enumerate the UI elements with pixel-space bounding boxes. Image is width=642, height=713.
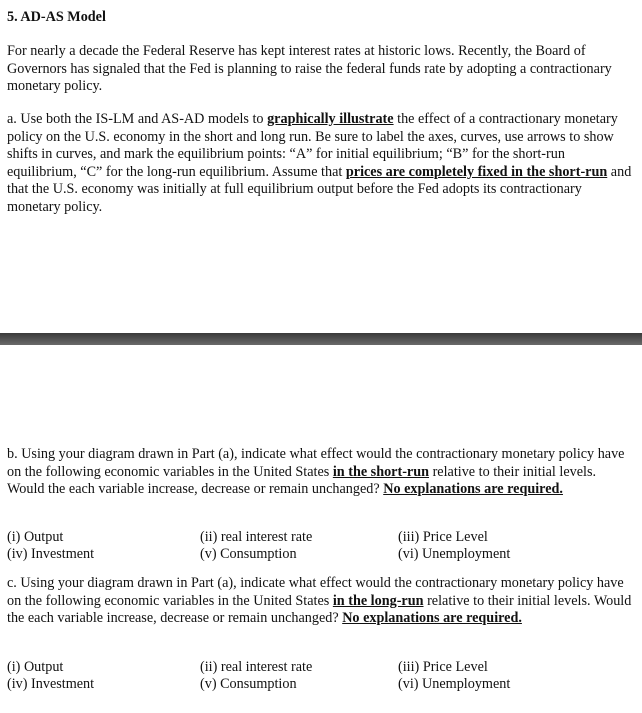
option-output: (i) Output — [7, 529, 64, 545]
options-row — [7, 659, 635, 676]
part-b-text-2: relative to their initial levels. Would the each variable increase, decrease or remain unchanged? — [7, 463, 597, 498]
part-a-emphasis-2: prices are completely fixed in the short-run — [345, 163, 608, 180]
intro-paragraph: For nearly a decade the Federal Reserve has kept interest rates at historic lows. Recently, the Board of Governors has signaled that the Fed is planning to raise the federal funds rate by adopting a contractionary monetary policy. — [7, 43, 612, 95]
question-title: 5. AD-AS Model — [7, 9, 106, 25]
part-c-text-2: relative to their initial levels. Would the each variable increase, decrease or remain unchanged? — [7, 592, 632, 627]
part-b-options — [7, 529, 635, 563]
part-c-options — [7, 659, 635, 693]
option-investment: (iv) Investment — [7, 546, 95, 562]
options-row — [7, 676, 635, 693]
option-unemployment: (vi) Unemployment — [398, 676, 511, 692]
part-b-text-1: b. Using your diagram drawn in Part (a), indicate what effect would the contractionary monetary policy have on the following economic variables in the United States — [7, 446, 625, 480]
part-a-paragraph — [7, 111, 635, 217]
part-b-emphasis-1: in the short-run — [332, 463, 430, 480]
part-a-text-2: the effect of a contractionary monetary policy on the U.S. economy in the short and long run. Be sure to label the axes, curves, use arrows to show shifts in curves, and mark the equilibrium points: “A” for initial equilibrium; “B” for the short-run equilibrium, “C” for the long-run equilibrium. Assume that — [7, 111, 618, 180]
part-a-emphasis-1: graphically illustrate — [267, 111, 394, 127]
page-separator — [0, 333, 642, 345]
options-row — [7, 546, 635, 563]
part-c-text-1: c. Using your diagram drawn in Part (a), indicate what effect would the contractionary monetary policy have on the following economic variables in the United States — [7, 575, 624, 609]
part-a-text-1: a. Use both the IS-LM and AS-AD models to — [7, 111, 268, 127]
option-price-level: (iii) Price Level — [398, 659, 488, 675]
option-consumption: (v) Consumption — [200, 676, 297, 692]
option-unemployment: (vi) Unemployment — [398, 546, 511, 562]
part-a-text-3: and that the U.S. economy was initially at full equilibrium output before the Fed adopts its contractionary monetary policy. — [7, 163, 632, 215]
options-row — [7, 529, 635, 546]
option-output: (i) Output — [7, 659, 64, 675]
part-b-paragraph — [7, 446, 635, 499]
part-c-paragraph — [7, 575, 635, 628]
part-b-emphasis-2: No explanations are required. — [383, 481, 563, 498]
option-consumption: (v) Consumption — [200, 546, 297, 562]
option-investment: (iv) Investment — [7, 676, 95, 692]
option-real-interest-rate: (ii) real interest rate — [200, 659, 313, 675]
option-price-level: (iii) Price Level — [398, 529, 488, 545]
option-real-interest-rate: (ii) real interest rate — [200, 529, 313, 545]
part-c-emphasis-1: in the long-run — [332, 592, 424, 609]
part-c-emphasis-2: No explanations are required. — [342, 610, 522, 627]
